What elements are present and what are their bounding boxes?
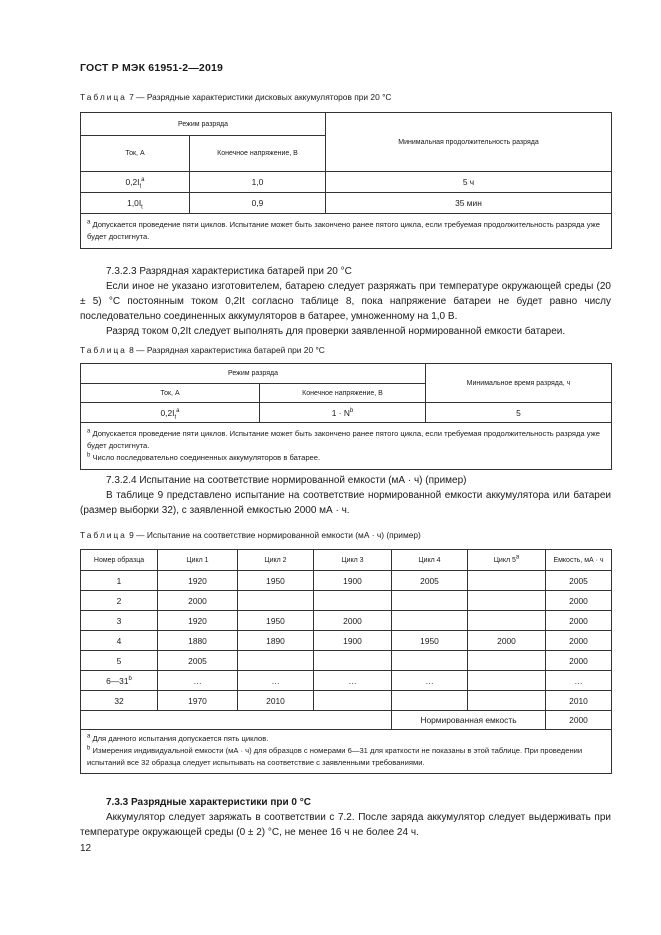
table9-cell: 2000	[468, 631, 546, 651]
table8-caption	[80, 345, 325, 355]
table9-cell: …	[314, 671, 392, 691]
table9-cell	[468, 571, 546, 591]
table-row	[81, 671, 612, 691]
table9-cell: 6—31$^b$	[81, 671, 158, 691]
table-row	[81, 591, 612, 611]
table9-cell	[468, 691, 546, 711]
table-row	[81, 403, 612, 423]
table9-cell: 1950	[392, 631, 468, 651]
table9-cell	[468, 611, 546, 631]
table7-caption	[80, 92, 391, 102]
table8-col-duration: Минимальное время разряда, ч	[426, 364, 612, 403]
table7-col-duration: Минимальная продолжительность разряда	[326, 113, 612, 172]
table9-cell: 3	[81, 611, 158, 631]
table9-cell: 1900	[314, 631, 392, 651]
table9-cell: 2000	[158, 591, 238, 611]
section-7324-heading: 7.3.2.4 Испытание на соответствие нормированной емкости (мА · ч) (пример)	[106, 475, 467, 486]
table-row	[81, 172, 612, 193]
table9-cell	[392, 611, 468, 631]
table9-cell: 2005	[546, 571, 612, 591]
table9-cell: 2000	[314, 611, 392, 631]
table9-cell: …	[158, 671, 238, 691]
table9-header: Цикл 2	[238, 550, 314, 571]
table7-number: 7	[129, 92, 134, 102]
table9-cell: 32	[81, 691, 158, 711]
table9-summary-value: 2000	[546, 711, 612, 730]
table9-header: Цикл 4	[392, 550, 468, 571]
section-7324	[80, 473, 611, 518]
table-row	[81, 631, 612, 651]
section-733	[80, 795, 611, 840]
table9-footnotes	[81, 730, 612, 774]
table9-cell: 1920	[158, 571, 238, 591]
table8-cell-voltage: $1 \cdot N^b$	[260, 403, 426, 423]
table7-cell-current: $1,0I_t$	[81, 193, 190, 214]
table9-cell: …	[238, 671, 314, 691]
table-row	[81, 193, 612, 214]
table8-cell-duration: 5	[426, 403, 612, 423]
table8-label: Таблица	[80, 345, 127, 355]
table9-title: — Испытание на соответствие нормированной емкости (мА · ч) (пример)	[136, 530, 421, 540]
table9-cell: 2005	[392, 571, 468, 591]
table9-cell	[314, 651, 392, 671]
table7-cell-voltage: 0,9	[190, 193, 326, 214]
table-row	[81, 571, 612, 591]
table8-col-voltage: Конечное напряжение, В	[260, 384, 426, 403]
table9-cell: 1880	[158, 631, 238, 651]
table7-title: — Разрядные характеристики дисковых аккумуляторов при 20 °С	[136, 92, 392, 102]
table9	[80, 549, 612, 774]
table9-cell: 2000	[546, 591, 612, 611]
table9-summary-blank	[81, 711, 392, 730]
table9-cell: 2005	[158, 651, 238, 671]
page-number: 12	[80, 843, 92, 854]
table8-footnote-a: $^a$ Допускается проведение пяти циклов. Испытание может быть закончено ранее пятого цикла, если требуемая продолжительность разряда уже будет достигнута.	[87, 428, 600, 450]
table9-cell: 1890	[238, 631, 314, 651]
table9-cell: …	[546, 671, 612, 691]
table7-footnote: $^a$ Допускается проведение пяти циклов. Испытание может быть закончено ранее пятого цикла, если требуемая продолжительность разряда уже будет достигнута.	[81, 214, 612, 249]
section-7324-p1: В таблице 9 представлено испытание на соответствие нормированной емкости аккумулятора или батареи (размер выборки 32), с заявленной емкостью 2000 мА · ч.	[80, 490, 611, 516]
table9-cell	[392, 651, 468, 671]
section-7323-p2: Разряд током 0,2It следует выполнять для проверки заявленной нормированной емкости батареи.	[106, 326, 566, 337]
table8-title: — Разрядная характеристика батарей при 20 °С	[136, 345, 325, 355]
table9-summary-label: Нормированная емкость	[392, 711, 546, 730]
table9-cell	[392, 691, 468, 711]
table7-cell-voltage: 1,0	[190, 172, 326, 193]
table9-cell	[468, 591, 546, 611]
table9-header: Цикл 1	[158, 550, 238, 571]
table8-footnotes	[81, 423, 612, 470]
section-7323	[80, 264, 611, 339]
table8-group-header: Режим разряда	[81, 364, 426, 384]
table9-footnote-b: $^b$ Измерения индивидуальной емкости (мА · ч) для образцов с номерами 6—31 для краткости не показаны в этой таблице. При проведении испытаний все 32 образца следует испытывать на соответствие с заявленными требованиями.	[87, 745, 583, 767]
table9-cell	[468, 671, 546, 691]
table8	[80, 363, 612, 470]
table9-footnote-a: $^a$ Для данного испытания допускается пять циклов.	[87, 733, 269, 743]
table9-cell	[314, 691, 392, 711]
table7-group-header: Режим разряда	[81, 113, 326, 136]
table9-cell: 1950	[238, 611, 314, 631]
table-row	[81, 691, 612, 711]
table9-label: Таблица	[80, 530, 127, 540]
table7	[80, 112, 612, 249]
table9-header: Цикл 5$^a$	[468, 550, 546, 571]
table9-cell	[392, 591, 468, 611]
table9-cell: 2000	[546, 651, 612, 671]
table9-cell: 1950	[238, 571, 314, 591]
table9-cell	[238, 591, 314, 611]
table7-label: Таблица	[80, 92, 127, 102]
table9-number: 9	[129, 530, 134, 540]
table9-caption	[80, 530, 421, 540]
table9-cell: 2010	[546, 691, 612, 711]
table8-cell-current: $0,2I_t^a$	[81, 403, 260, 423]
table-row	[81, 611, 612, 631]
table9-header: Цикл 3	[314, 550, 392, 571]
table-row	[81, 711, 612, 730]
table9-cell: 2000	[546, 631, 612, 651]
table9-cell: 1970	[158, 691, 238, 711]
table8-col-current: Ток, А	[81, 384, 260, 403]
table7-cell-current: $0,2I_t^a$	[81, 172, 190, 193]
table9-header: Емкость, мА · ч	[546, 550, 612, 571]
table9-cell: 2	[81, 591, 158, 611]
table7-col-voltage: Конечное напряжение, В	[190, 136, 326, 172]
table9-cell: 4	[81, 631, 158, 651]
table9-cell: …	[392, 671, 468, 691]
table7-cell-duration: 5 ч	[326, 172, 612, 193]
section-7323-heading: 7.3.2.3 Разрядная характеристика батарей при 20 °С	[106, 266, 352, 277]
table-row	[81, 651, 612, 671]
table9-cell	[314, 591, 392, 611]
table9-cell: 5	[81, 651, 158, 671]
section-733-p1: Аккумулятор следует заряжать в соответствии с 7.2. После заряда аккумулятор следует выдерживать при температуре окружающей среды (0 ± 2) °С, не менее 16 ч не более 24 ч.	[80, 812, 611, 838]
table8-number: 8	[129, 345, 134, 355]
table9-cell: 1920	[158, 611, 238, 631]
table9-header: Номер образца	[81, 550, 158, 571]
section-7323-p1: Если иное не указано изготовителем, батарею следует разряжать при температуре окружающей среды (20 ± 5) °С постоянным током 0,2It согласно таблице 8, пока напряжение батареи не будет равно числу последовательно соединенных аккумуляторов в батарее, умноженному на 1,0 В.	[80, 281, 611, 322]
section-733-heading: 7.3.3 Разрядные характеристики при 0 °С	[106, 797, 311, 808]
table9-cell	[238, 651, 314, 671]
table7-cell-duration: 35 мин	[326, 193, 612, 214]
table7-col-current: Ток, А	[81, 136, 190, 172]
table9-cell: 1900	[314, 571, 392, 591]
table9-cell	[468, 651, 546, 671]
table9-cell: 2000	[546, 611, 612, 631]
table9-cell: 2010	[238, 691, 314, 711]
table9-cell: 1	[81, 571, 158, 591]
document-header: ГОСТ Р МЭК 61951-2—2019	[80, 62, 224, 74]
table8-footnote-b: $^b$ Число последовательно соединенных аккумуляторов в батарее.	[87, 452, 321, 462]
